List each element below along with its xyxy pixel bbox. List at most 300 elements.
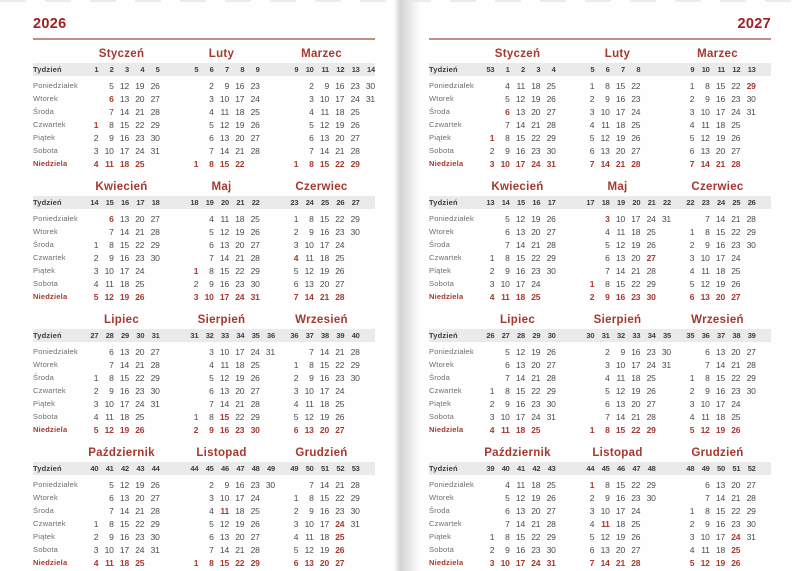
day-cell: 16 [615, 93, 625, 104]
day-cell: 20 [319, 424, 329, 435]
weekday-row [429, 118, 771, 131]
day-cell [656, 425, 671, 435]
day-cell: 25 [335, 531, 345, 542]
day-cell [344, 253, 359, 263]
day-cell [344, 279, 359, 289]
day-cell: 21 [731, 492, 741, 503]
month-day-cells [479, 120, 571, 130]
week-number: 22 [251, 198, 260, 207]
day-cell: 19 [715, 132, 725, 143]
week-number: 9 [255, 65, 260, 74]
day-cell: 6 [705, 479, 710, 490]
day-cell: 8 [209, 158, 214, 169]
weekday-row [33, 410, 375, 423]
month-day-cells [183, 493, 275, 503]
weekday-label: Sobota [429, 279, 454, 288]
day-cell: 10 [600, 106, 610, 117]
page-2027 [429, 0, 771, 571]
day-cell: 23 [531, 265, 541, 276]
day-cell: 24 [250, 93, 260, 104]
day-cell: 26 [135, 291, 145, 302]
month-day-cells [183, 425, 275, 435]
week-number: 34 [236, 331, 245, 340]
day-cell: 7 [589, 557, 595, 568]
day-cell [679, 214, 694, 224]
weekday-row [33, 384, 375, 397]
day-cell: 12 [515, 346, 525, 357]
day-cell: 10 [615, 213, 625, 224]
month-day-cells [283, 214, 375, 224]
month-day-cells [283, 240, 375, 250]
day-cell: 21 [731, 359, 741, 370]
month-names-row [429, 310, 771, 326]
day-cell: 31 [746, 531, 756, 542]
month-title: Marzec [301, 48, 342, 60]
month-day-cells [83, 360, 175, 370]
day-cell: 26 [731, 424, 741, 435]
week-number: 18 [151, 198, 160, 207]
month-day-cells [479, 159, 571, 169]
weekday-row [33, 92, 375, 105]
day-cell [360, 146, 375, 156]
day-cell: 24 [646, 213, 656, 224]
quarter-block [429, 44, 771, 170]
day-cell: 30 [150, 385, 160, 396]
day-cell: 21 [631, 265, 641, 276]
week-number: 46 [617, 464, 625, 473]
day-cell: 6 [505, 226, 510, 237]
day-cell: 19 [135, 80, 145, 91]
month-day-cells [579, 279, 671, 289]
day-cell: 20 [715, 145, 725, 156]
day-cell: 27 [731, 145, 741, 156]
day-cell [656, 227, 671, 237]
month-day-cells [679, 532, 771, 542]
day-cell: 7 [109, 226, 114, 237]
month-day-cells [83, 279, 175, 289]
day-cell: 28 [546, 239, 556, 250]
day-cell: 14 [319, 346, 329, 357]
month-day-cells [83, 146, 175, 156]
day-cell: 24 [531, 411, 541, 422]
day-cell [344, 545, 359, 555]
day-cell: 10 [615, 359, 625, 370]
month-day-cells [579, 532, 671, 542]
day-cell [479, 214, 494, 224]
day-cell [579, 214, 594, 224]
day-cell: 25 [631, 518, 641, 529]
week-number: 26 [486, 331, 495, 340]
day-cell [540, 425, 555, 435]
day-cell: 20 [135, 93, 145, 104]
day-cell: 14 [119, 226, 129, 237]
day-cell: 26 [546, 93, 556, 104]
week-number: 46 [221, 464, 229, 473]
day-cell: 17 [715, 252, 725, 263]
day-cell: 28 [250, 544, 260, 555]
month-week-cells [183, 331, 275, 340]
month-day-cells [83, 558, 175, 568]
day-cell: 29 [646, 424, 656, 435]
day-cell: 10 [219, 346, 229, 357]
day-cell [479, 360, 494, 370]
month-day-cells [83, 120, 175, 130]
day-cell: 14 [119, 505, 129, 516]
week-number: 50 [717, 464, 725, 473]
day-cell: 4 [689, 544, 695, 555]
month-day-cells [83, 81, 175, 91]
day-cell: 22 [631, 479, 641, 490]
day-cell: 22 [631, 278, 641, 289]
month-day-cells [679, 94, 771, 104]
month-title: Marzec [697, 48, 738, 60]
day-cell: 19 [319, 544, 329, 555]
day-cell [579, 253, 594, 263]
day-cell: 18 [119, 278, 129, 289]
month-day-cells [283, 81, 375, 91]
day-cell: 27 [250, 385, 260, 396]
month-day-cells [183, 373, 275, 383]
weekday-row [33, 277, 375, 290]
week-number: 33 [632, 331, 641, 340]
week-number: 24 [717, 198, 725, 207]
day-cell [183, 146, 198, 156]
month-day-cells [679, 480, 771, 490]
day-cell [540, 292, 555, 302]
week-row-label: Tydzień [429, 65, 458, 74]
month-day-cells [679, 227, 771, 237]
month-day-cells [579, 107, 671, 117]
day-cell: 18 [119, 557, 129, 568]
day-cell: 18 [531, 80, 541, 91]
day-cell: 1 [193, 265, 199, 276]
day-cell [83, 493, 98, 503]
weekday-row [429, 225, 771, 238]
weekday-label: Sobota [33, 146, 58, 155]
day-cell: 26 [350, 119, 360, 130]
day-cell: 21 [319, 291, 329, 302]
day-cell [579, 386, 594, 396]
month-day-cells [479, 214, 571, 224]
weekday-row [429, 157, 771, 170]
month-title: Kwiecień [491, 181, 544, 193]
day-cell: 6 [689, 291, 695, 302]
day-cell: 28 [546, 119, 556, 130]
day-cell [183, 227, 198, 237]
weekday-row [429, 345, 771, 358]
day-cell: 14 [219, 252, 229, 263]
day-cell: 8 [109, 518, 114, 529]
day-cell: 13 [119, 492, 129, 503]
day-cell: 29 [350, 492, 360, 503]
day-cell: 20 [731, 479, 741, 490]
day-cell [479, 81, 494, 91]
week-number: 26 [747, 198, 756, 207]
month-day-cells [183, 480, 275, 490]
day-cell [183, 360, 198, 370]
month-day-cells [579, 412, 671, 422]
week-number: 29 [121, 331, 129, 340]
month-day-cells [283, 493, 375, 503]
day-cell [283, 81, 298, 91]
month-day-cells [479, 279, 571, 289]
week-row-label: Tydzień [429, 198, 458, 207]
week-number: 30 [136, 331, 145, 340]
day-cell [479, 240, 494, 250]
month-title: Wrzesień [691, 314, 744, 326]
day-cell: 3 [209, 346, 214, 357]
day-cell: 15 [119, 518, 129, 529]
week-number: 3 [125, 65, 129, 74]
day-cell: 14 [615, 411, 625, 422]
month-day-cells [283, 266, 375, 276]
day-cell: 9 [109, 385, 114, 396]
day-cell: 25 [731, 119, 741, 130]
day-cell: 7 [505, 239, 510, 250]
month-day-cells [679, 519, 771, 529]
week-number: 27 [351, 198, 360, 207]
day-cell: 15 [515, 252, 525, 263]
day-cell: 17 [615, 106, 625, 117]
day-cell: 14 [715, 359, 725, 370]
day-cell: 27 [150, 346, 160, 357]
month-day-cells [183, 360, 275, 370]
day-cell: 14 [219, 145, 229, 156]
week-numbers-row [429, 196, 771, 209]
day-cell: 2 [489, 265, 495, 276]
day-cell: 22 [531, 385, 541, 396]
quarter-block [429, 177, 771, 303]
day-cell: 26 [135, 424, 145, 435]
day-cell: 22 [631, 80, 641, 91]
day-cell: 17 [615, 505, 625, 516]
day-cell: 1 [93, 372, 99, 383]
weekday-label: Niedziela [33, 558, 68, 567]
week-number: 40 [351, 331, 360, 340]
day-cell: 23 [335, 505, 345, 516]
weekday-row [429, 504, 771, 517]
weekday-label: Wtorek [429, 227, 454, 236]
day-cell: 27 [250, 132, 260, 143]
quarter-block [33, 177, 375, 303]
month-area [679, 48, 771, 60]
month-day-cells [183, 545, 275, 555]
week-number: 4 [551, 65, 556, 74]
day-cell [183, 532, 198, 542]
month-title: Listopad [592, 447, 643, 459]
day-cell: 12 [600, 531, 610, 542]
day-cell [579, 412, 594, 422]
weekday-row [33, 212, 375, 225]
day-cell: 2 [193, 424, 199, 435]
week-number: 13 [747, 65, 756, 74]
weekday-label: Czwartek [33, 120, 66, 129]
day-cell [579, 227, 594, 237]
day-cell: 9 [605, 93, 610, 104]
month-day-cells [579, 545, 671, 555]
day-cell: 16 [219, 278, 229, 289]
month-day-cells [183, 506, 275, 516]
day-cell: 28 [631, 557, 641, 568]
week-numbers-row [33, 196, 375, 209]
month-names-row [33, 443, 375, 459]
month-day-cells [579, 146, 671, 156]
weekday-label: Wtorek [33, 227, 58, 236]
day-cell: 21 [531, 372, 541, 383]
day-cell: 17 [515, 158, 525, 169]
day-cell [640, 519, 655, 529]
week-numbers-row [429, 462, 771, 475]
weekday-label: Niedziela [429, 558, 464, 567]
day-cell: 21 [335, 346, 345, 357]
day-cell: 26 [731, 132, 741, 143]
day-cell: 19 [319, 411, 329, 422]
day-cell: 16 [715, 93, 725, 104]
month-day-cells [83, 107, 175, 117]
day-cell: 6 [309, 132, 314, 143]
week-number: 36 [290, 331, 299, 340]
weekday-label: Piątek [33, 399, 56, 408]
month-day-cells [679, 373, 771, 383]
day-cell: 9 [209, 424, 214, 435]
month-day-cells [679, 347, 771, 357]
day-cell: 16 [615, 291, 625, 302]
day-cell: 22 [135, 239, 145, 250]
month-day-cells [679, 493, 771, 503]
week-number: 22 [663, 198, 671, 207]
day-cell: 13 [615, 398, 625, 409]
month-area [283, 48, 375, 60]
day-cell: 9 [605, 492, 610, 503]
day-cell: 18 [335, 106, 345, 117]
day-cell [144, 266, 159, 276]
day-cell [144, 425, 159, 435]
month-day-cells [679, 279, 771, 289]
weekday-row [33, 251, 375, 264]
weekday-row [33, 118, 375, 131]
month-title: Luty [208, 48, 235, 60]
day-cell: 15 [119, 119, 129, 130]
day-cell: 13 [119, 346, 129, 357]
month-week-cells [83, 464, 175, 473]
day-cell [260, 425, 275, 435]
month-day-cells [83, 240, 175, 250]
day-cell: 11 [616, 226, 625, 237]
day-cell: 23 [135, 385, 145, 396]
day-cell: 23 [335, 226, 345, 237]
day-cell: 1 [489, 132, 495, 143]
day-cell: 9 [309, 226, 314, 237]
weekday-label: Poniedziałek [33, 81, 78, 90]
day-cell: 23 [250, 80, 260, 91]
day-cell [640, 532, 655, 542]
day-cell [283, 120, 298, 130]
week-number: 15 [105, 198, 114, 207]
day-cell: 25 [646, 226, 656, 237]
day-cell [260, 519, 275, 529]
day-cell: 2 [93, 252, 99, 263]
day-cell: 12 [219, 226, 229, 237]
day-cell: 23 [135, 531, 145, 542]
day-cell: 3 [93, 398, 99, 409]
day-cell: 30 [250, 278, 260, 289]
day-cell: 28 [150, 505, 160, 516]
week-number: 28 [517, 331, 525, 340]
day-cell: 2 [489, 544, 495, 555]
day-cell: 14 [600, 557, 610, 568]
day-cell [183, 545, 198, 555]
weekday-label: Środa [429, 240, 451, 249]
day-cell: 17 [319, 385, 329, 396]
day-cell: 12 [515, 93, 525, 104]
header-rule-right [429, 38, 771, 40]
week-number: 29 [532, 331, 541, 340]
day-cell: 28 [746, 359, 756, 370]
day-cell [144, 279, 159, 289]
week-number: 14 [90, 198, 99, 207]
day-cell: 2 [193, 278, 199, 289]
week-number: 48 [686, 464, 695, 473]
day-cell: 12 [219, 372, 229, 383]
month-week-cells [679, 65, 771, 74]
week-number: 3 [536, 65, 541, 74]
day-cell [283, 94, 298, 104]
day-cell [83, 360, 98, 370]
month-day-cells [679, 412, 771, 422]
day-cell: 24 [235, 291, 245, 302]
day-cell: 19 [235, 372, 245, 383]
day-cell: 15 [715, 80, 725, 91]
month-day-cells [679, 266, 771, 276]
weekday-label: Wtorek [429, 493, 454, 502]
day-cell: 15 [615, 424, 625, 435]
day-cell: 19 [615, 132, 625, 143]
day-cell: 29 [546, 531, 556, 542]
week-number: 21 [647, 198, 656, 207]
day-cell: 25 [250, 106, 260, 117]
month-day-cells [579, 81, 671, 91]
day-cell [740, 146, 755, 156]
day-cell: 21 [631, 411, 641, 422]
weekday-label: Środa [429, 373, 451, 382]
month-day-cells [83, 506, 175, 516]
week-number: 14 [501, 198, 510, 207]
quarter-block [429, 310, 771, 436]
day-cell: 30 [546, 145, 556, 156]
day-cell: 3 [589, 505, 595, 516]
day-cell: 10 [500, 278, 510, 289]
day-cell: 17 [515, 557, 525, 568]
day-cell [344, 412, 359, 422]
day-cell: 11 [105, 158, 114, 169]
day-cell: 16 [119, 132, 129, 143]
day-cell: 25 [350, 106, 360, 117]
weekday-row [33, 478, 375, 491]
day-cell: 11 [701, 119, 710, 130]
weekday-label: Wtorek [33, 360, 58, 369]
week-number: 32 [205, 331, 214, 340]
month-area [83, 314, 175, 326]
weekday-row [429, 517, 771, 530]
month-day-cells [479, 493, 571, 503]
weekday-row [429, 251, 771, 264]
day-cell: 4 [489, 424, 495, 435]
day-cell [260, 558, 275, 568]
weekday-label: Piątek [33, 266, 56, 275]
month-day-cells [183, 107, 275, 117]
day-cell: 12 [104, 291, 114, 302]
week-row-label: Tydzień [429, 464, 458, 473]
